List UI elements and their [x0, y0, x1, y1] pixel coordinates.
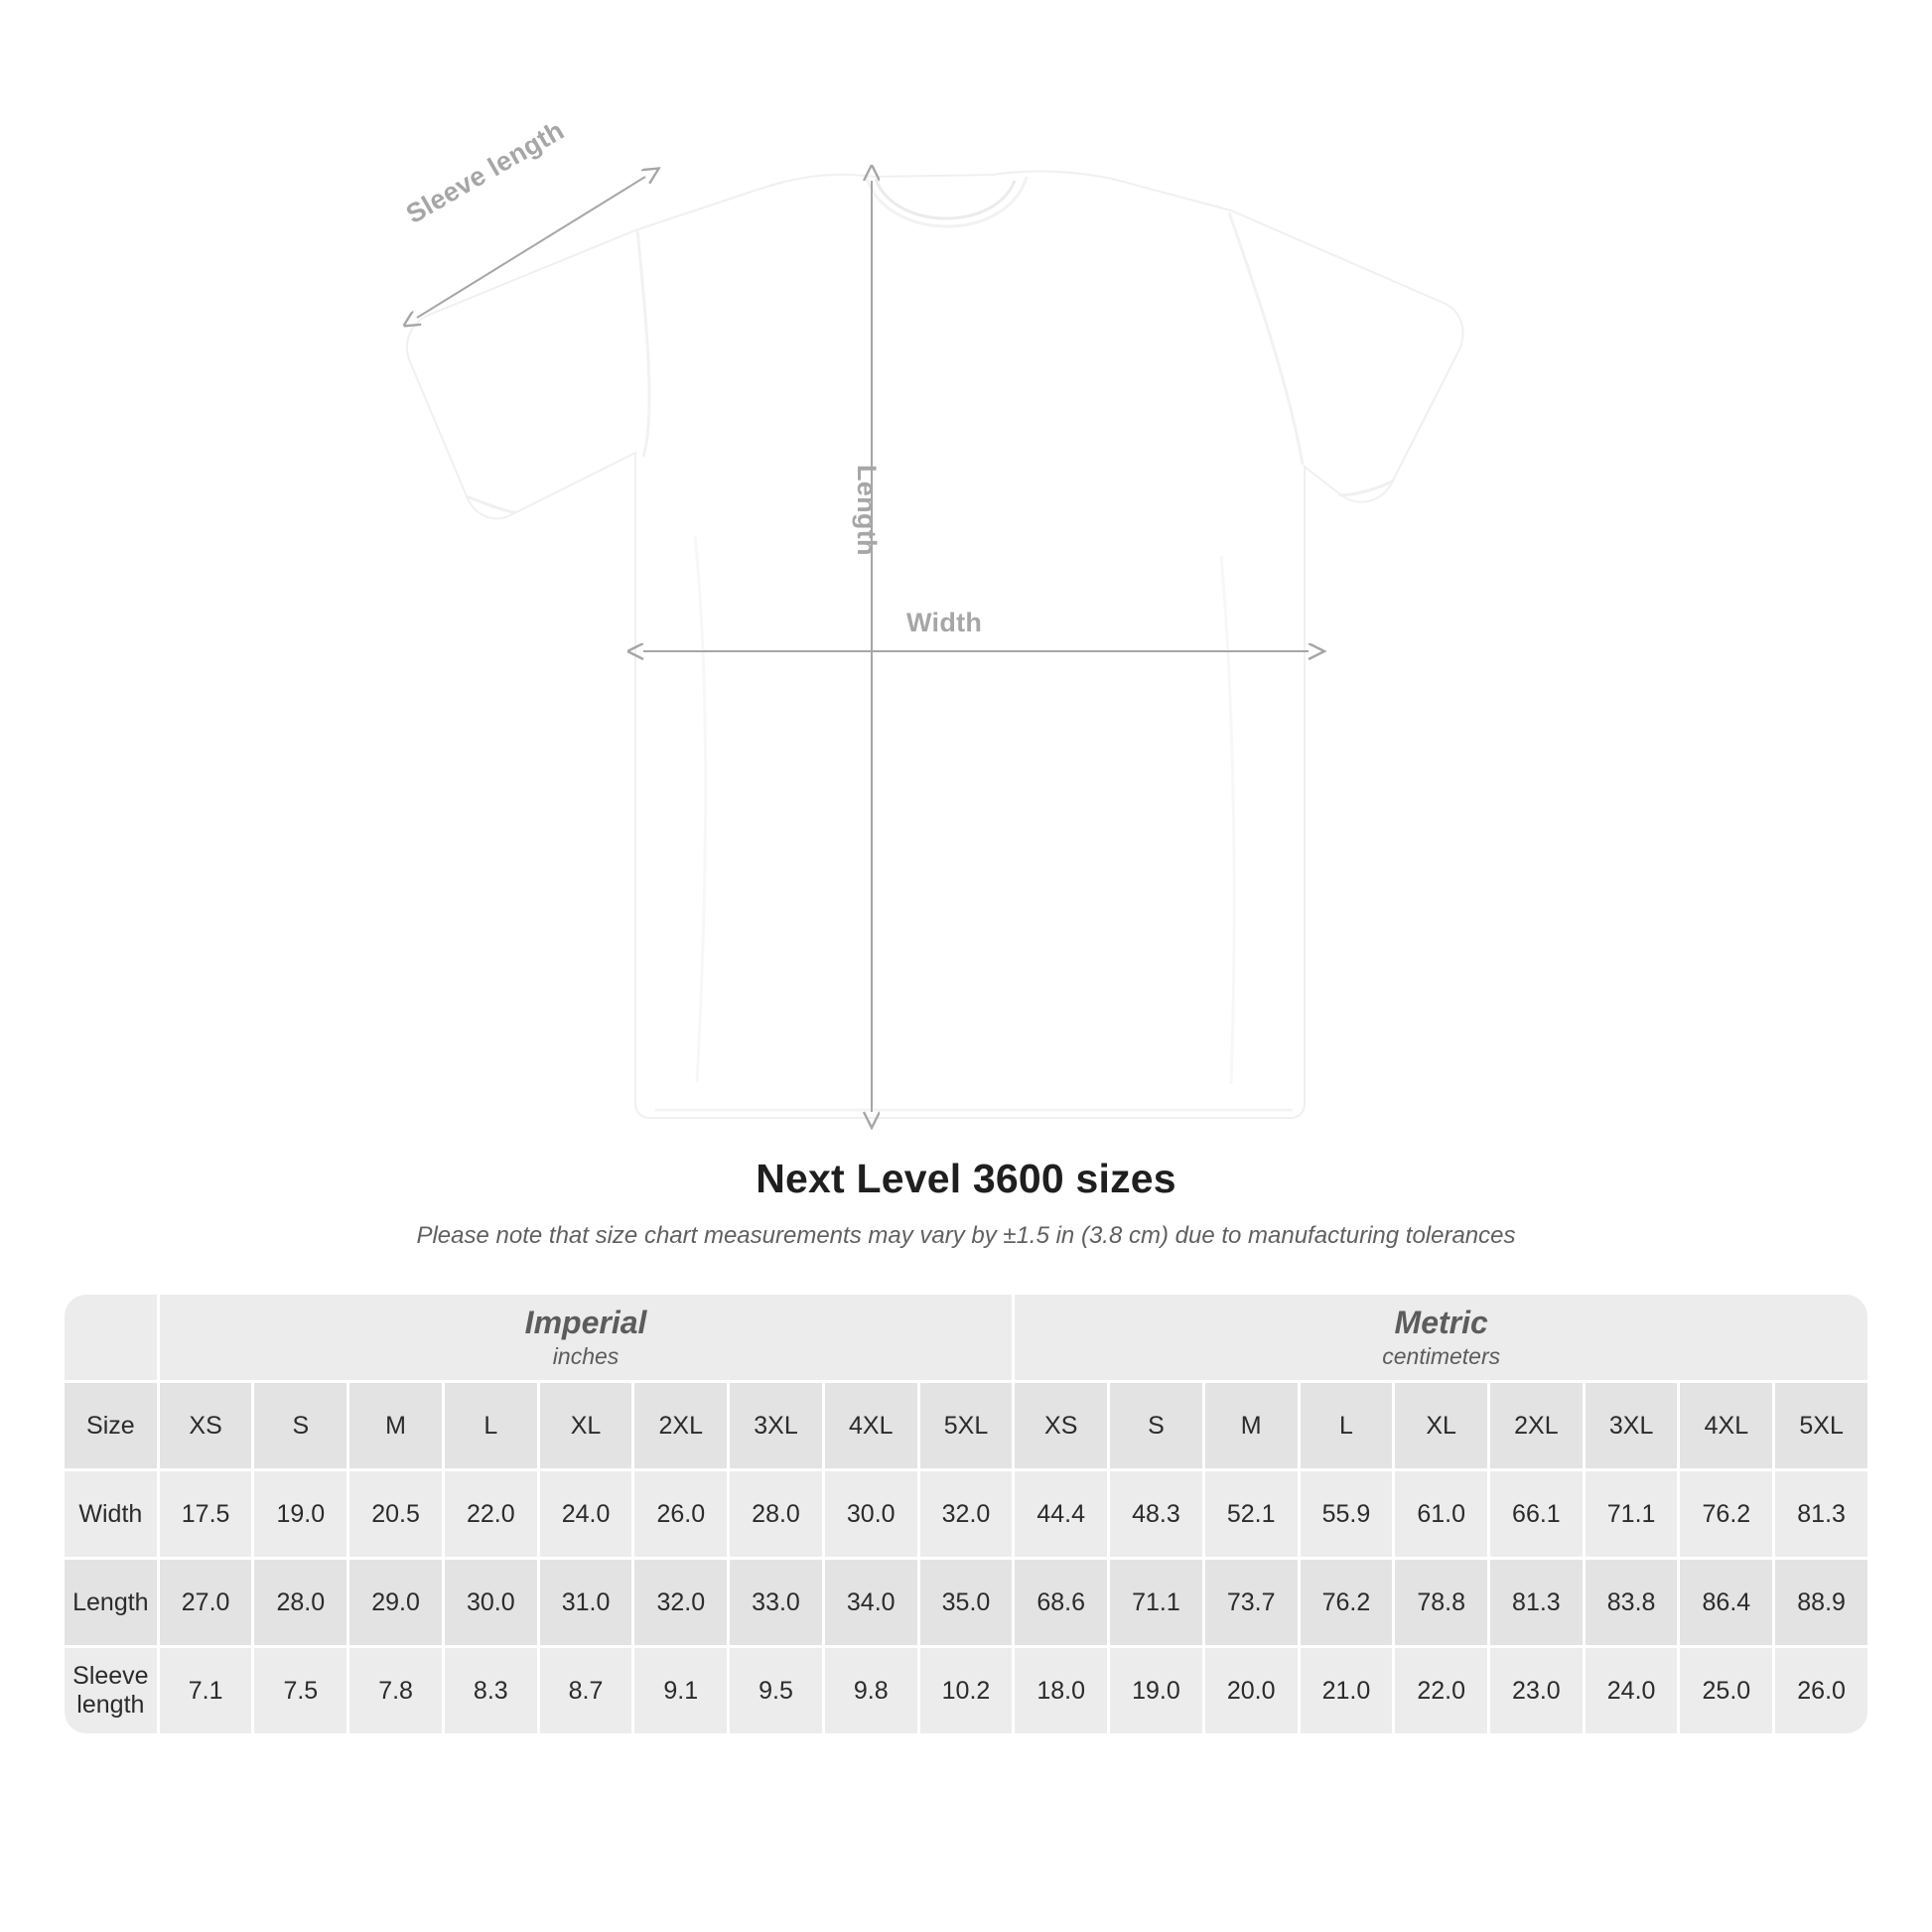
size-header-cell: Size [65, 1383, 157, 1468]
title-block [0, 1156, 1932, 1250]
size-table [62, 1292, 1870, 1736]
cell-width-10: 48.3 [1110, 1471, 1202, 1557]
cell-width-16: 76.2 [1680, 1471, 1772, 1557]
cell-length-15: 83.8 [1586, 1560, 1678, 1645]
cell-sleeve-2: 7.8 [349, 1648, 442, 1733]
unit-name-imperial: Imperial [524, 1305, 647, 1341]
cell-length-3: 30.0 [445, 1560, 537, 1645]
size-col-m-imperial: M [349, 1383, 442, 1468]
size-col-s-imperial: S [254, 1383, 346, 1468]
cell-width-11: 52.1 [1205, 1471, 1298, 1557]
sleeve-length-label: Sleeve length [401, 115, 570, 229]
cell-width-1: 19.0 [254, 1471, 346, 1557]
cell-width-0: 17.5 [160, 1471, 252, 1557]
size-col-xl-imperial: XL [540, 1383, 632, 1468]
cell-width-2: 20.5 [349, 1471, 442, 1557]
unit-sub-metric: centimeters [1382, 1343, 1501, 1370]
cell-length-10: 71.1 [1110, 1560, 1202, 1645]
cell-sleeve-11: 20.0 [1205, 1648, 1298, 1733]
cell-length-7: 34.0 [825, 1560, 917, 1645]
cell-width-3: 22.0 [445, 1471, 537, 1557]
size-col-l-imperial: L [445, 1383, 537, 1468]
size-col-xs-imperial: XS [160, 1383, 252, 1468]
cell-sleeve-15: 24.0 [1586, 1648, 1678, 1733]
cell-width-9: 44.4 [1015, 1471, 1107, 1557]
cell-length-5: 32.0 [634, 1560, 727, 1645]
cell-width-8: 32.0 [920, 1471, 1013, 1557]
cell-length-9: 68.6 [1015, 1560, 1107, 1645]
cell-sleeve-14: 23.0 [1490, 1648, 1583, 1733]
table-row [65, 1560, 1867, 1645]
size-col-3xl-metric: 3XL [1586, 1383, 1678, 1468]
size-col-5xl-metric: 5XL [1775, 1383, 1867, 1468]
cell-length-11: 73.7 [1205, 1560, 1298, 1645]
size-col-2xl-imperial: 2XL [634, 1383, 727, 1468]
cell-sleeve-3: 8.3 [445, 1648, 537, 1733]
size-col-2xl-metric: 2XL [1490, 1383, 1583, 1468]
cell-width-14: 66.1 [1490, 1471, 1583, 1557]
cell-sleeve-13: 22.0 [1395, 1648, 1487, 1733]
cell-length-8: 35.0 [920, 1560, 1013, 1645]
cell-length-0: 27.0 [160, 1560, 252, 1645]
cell-sleeve-4: 8.7 [540, 1648, 632, 1733]
cell-sleeve-12: 21.0 [1301, 1648, 1393, 1733]
unit-header-imperial [160, 1295, 1013, 1380]
size-col-s-metric: S [1110, 1383, 1202, 1468]
cell-length-1: 28.0 [254, 1560, 346, 1645]
cell-sleeve-8: 10.2 [920, 1648, 1013, 1733]
size-col-3xl-imperial: 3XL [730, 1383, 822, 1468]
cell-length-13: 78.8 [1395, 1560, 1487, 1645]
cell-length-16: 86.4 [1680, 1560, 1772, 1645]
cell-length-12: 76.2 [1301, 1560, 1393, 1645]
cell-length-17: 88.9 [1775, 1560, 1867, 1645]
cell-sleeve-6: 9.5 [730, 1648, 822, 1733]
cell-width-12: 55.9 [1301, 1471, 1393, 1557]
size-col-m-metric: M [1205, 1383, 1298, 1468]
size-col-4xl-imperial: 4XL [825, 1383, 917, 1468]
unit-sub-imperial: inches [552, 1343, 620, 1370]
cell-length-6: 33.0 [730, 1560, 822, 1645]
size-col-xl-metric: XL [1395, 1383, 1487, 1468]
tshirt-shape [407, 172, 1463, 1118]
width-label: Width [906, 608, 983, 637]
table-row [65, 1648, 1867, 1733]
row-label-length: Length [65, 1560, 157, 1645]
row-label-sleeve-length: Sleeve length [65, 1648, 157, 1733]
cell-sleeve-16: 25.0 [1680, 1648, 1772, 1733]
cell-width-6: 28.0 [730, 1471, 822, 1557]
cell-sleeve-1: 7.5 [254, 1648, 346, 1733]
page-title: Next Level 3600 sizes [756, 1156, 1176, 1201]
cell-width-17: 81.3 [1775, 1471, 1867, 1557]
size-col-4xl-metric: 4XL [1680, 1383, 1772, 1468]
cell-sleeve-10: 19.0 [1110, 1648, 1202, 1733]
cell-sleeve-9: 18.0 [1015, 1648, 1107, 1733]
size-col-l-metric: L [1301, 1383, 1393, 1468]
cell-sleeve-17: 26.0 [1775, 1648, 1867, 1733]
unit-name-metric: Metric [1394, 1305, 1488, 1341]
size-col-xs-metric: XS [1015, 1383, 1107, 1468]
corner-cell [65, 1295, 157, 1380]
cell-width-4: 24.0 [540, 1471, 632, 1557]
cell-sleeve-5: 9.1 [634, 1648, 727, 1733]
cell-sleeve-0: 7.1 [160, 1648, 252, 1733]
cell-width-13: 61.0 [1395, 1471, 1487, 1557]
table-row [65, 1471, 1867, 1557]
cell-length-14: 81.3 [1490, 1560, 1583, 1645]
size-col-5xl-imperial: 5XL [920, 1383, 1013, 1468]
tolerance-note: Please note that size chart measurements may vary by ±1.5 in (3.8 cm) due to manufacturing tolerances [416, 1222, 1516, 1249]
cell-width-5: 26.0 [634, 1471, 727, 1557]
size-header-row [65, 1383, 1867, 1468]
cell-length-4: 31.0 [540, 1560, 632, 1645]
row-label-width: Width [65, 1471, 157, 1557]
cell-width-15: 71.1 [1586, 1471, 1678, 1557]
unit-header-row [65, 1295, 1867, 1380]
cell-width-7: 30.0 [825, 1471, 917, 1557]
cell-length-2: 29.0 [349, 1560, 442, 1645]
unit-header-metric [1015, 1295, 1867, 1380]
length-label: Length [852, 465, 882, 556]
size-table-wrap [62, 1292, 1870, 1736]
cell-sleeve-7: 9.8 [825, 1648, 917, 1733]
